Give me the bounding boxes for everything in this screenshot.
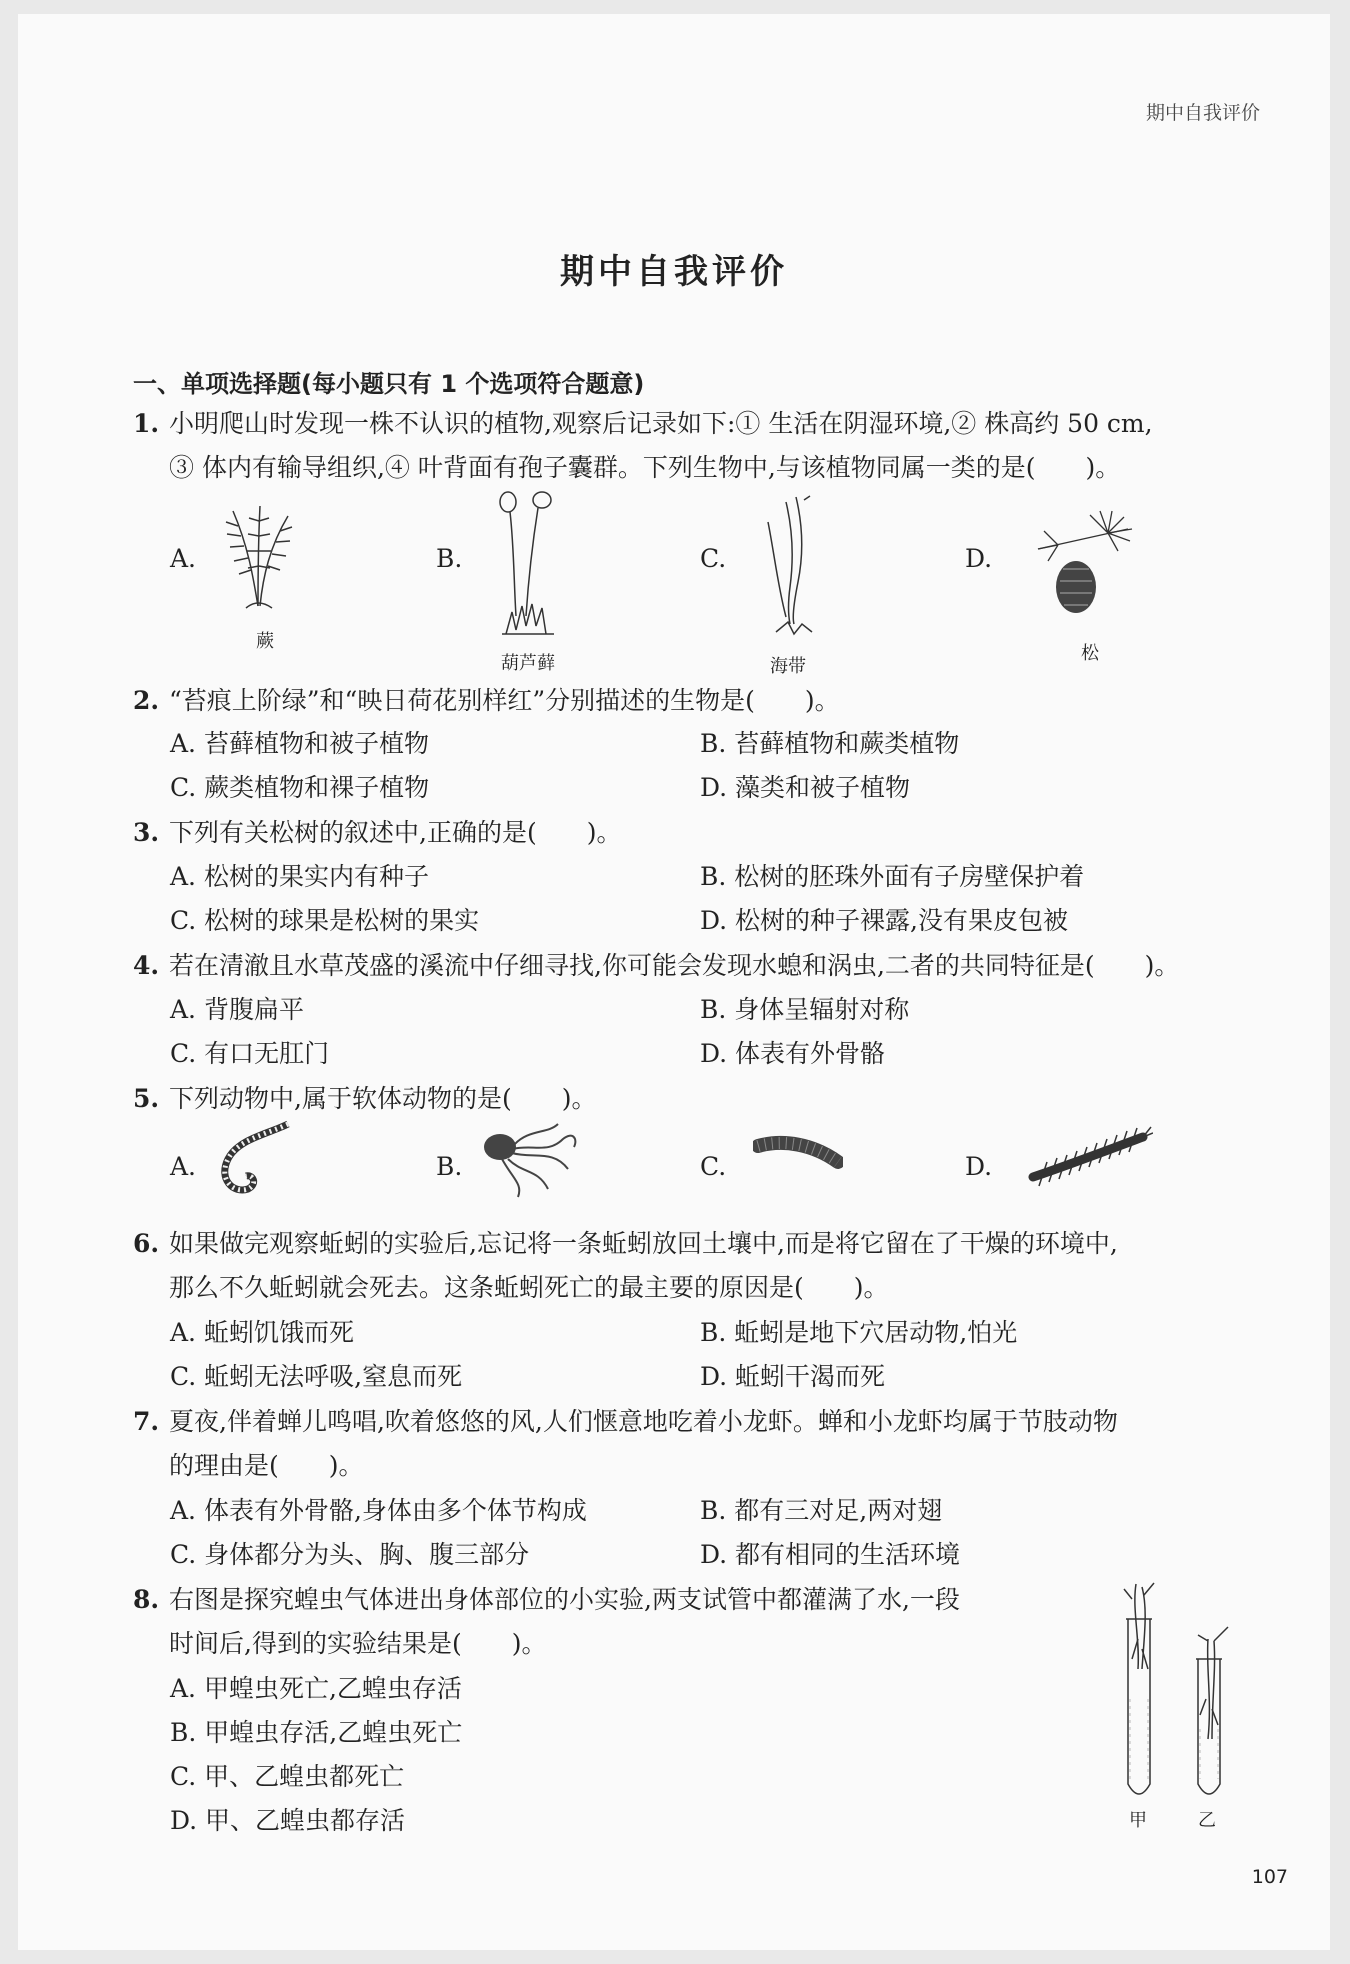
earthworm-icon — [208, 1114, 298, 1204]
question-7: 7. 夏夜,伴着蝉儿鸣唱,吹着悠悠的风,人们惬意地吃着小龙虾。蝉和小龙虾均属于节肢动物 的理由是( )。 — [133, 1400, 1273, 1488]
page-title: 期中自我评价 — [560, 252, 788, 292]
question-1: 1. 小明爬山时发现一株不认识的植物,观察后记录如下:① 生活在阴湿环境,② 株高约 50 cm, ③ 体内有输导组织,④ 叶背面有孢子囊群。下列生物中,与该植物同属一类的是( )。 — [133, 402, 1273, 490]
q1-caption-c: 海带 — [770, 656, 806, 677]
q4-option-d[interactable]: D. 体表有外骨骼 — [700, 1039, 886, 1068]
question-number: 7. — [133, 1407, 160, 1436]
q2-option-b[interactable]: B. 苔藓植物和蕨类植物 — [700, 729, 960, 758]
test-tube-diagram — [1108, 1579, 1258, 1819]
q2-option-c[interactable]: C. 蕨类植物和裸子植物 — [170, 773, 430, 802]
q5-option-d[interactable]: D. — [965, 1152, 993, 1181]
q3-option-a[interactable]: A. 松树的果实内有种子 — [170, 862, 429, 891]
question-3: 3. 下列有关松树的叙述中,正确的是( )。 — [133, 811, 1273, 855]
running-header: 期中自我评价 — [1145, 102, 1260, 124]
kelp-icon — [756, 492, 826, 637]
q4-option-c[interactable]: C. 有口无肛门 — [170, 1039, 330, 1068]
q2-option-d[interactable]: D. 藻类和被子植物 — [700, 773, 911, 802]
q1-option-b[interactable]: B. — [436, 544, 463, 573]
q8-option-b[interactable]: B. 甲蝗虫存活,乙蝗虫死亡 — [170, 1718, 463, 1747]
question-number: 4. — [133, 951, 160, 980]
q2-option-a[interactable]: A. 苔藓植物和被子植物 — [170, 729, 429, 758]
question-6: 6. 如果做完观察蚯蚓的实验后,忘记将一条蚯蚓放回土壤中,而是将它留在了干燥的环境中, 那么不久蚯蚓就会死去。这条蚯蚓死亡的最主要的原因是( )。 — [133, 1222, 1273, 1310]
moss-icon — [488, 486, 568, 636]
pine-icon — [1028, 509, 1153, 619]
question-number: 6. — [133, 1229, 160, 1258]
q7-option-a[interactable]: A. 体表有外骨骼,身体由多个体节构成 — [170, 1496, 587, 1525]
q8-option-d[interactable]: D. 甲、乙蝗虫都存活 — [170, 1806, 406, 1835]
q5-option-b[interactable]: B. — [436, 1152, 463, 1181]
q8-option-c[interactable]: C. 甲、乙蝗虫都死亡 — [170, 1762, 405, 1791]
q1-caption-a: 蕨 — [256, 631, 274, 652]
page-number: 107 — [1251, 1866, 1288, 1888]
question-number: 1. — [133, 409, 160, 438]
q6-option-c[interactable]: C. 蚯蚓无法呼吸,窒息而死 — [170, 1362, 463, 1391]
tube-label-left: 甲 — [1129, 1810, 1147, 1831]
fern-icon — [208, 496, 308, 616]
q1-option-a[interactable]: A. — [170, 544, 197, 573]
q7-option-b[interactable]: B. 都有三对足,两对翅 — [700, 1496, 943, 1525]
question-number: 5. — [133, 1084, 160, 1113]
q4-option-a[interactable]: A. 背腹扁平 — [170, 995, 304, 1024]
q1-caption-b: 葫芦藓 — [501, 653, 555, 674]
q4-option-b[interactable]: B. 身体呈辐射对称 — [700, 995, 910, 1024]
q1-option-c[interactable]: C. — [700, 544, 727, 573]
section-heading: 一、单项选择题(每小题只有 1 个选项符合题意) — [133, 370, 645, 398]
question-number: 2. — [133, 686, 160, 715]
q7-option-d[interactable]: D. 都有相同的生活环境 — [700, 1540, 961, 1569]
q5-option-c[interactable]: C. — [700, 1152, 727, 1181]
q1-caption-d: 松 — [1081, 643, 1099, 664]
question-2: 2. “苔痕上阶绿”和“映日荷花别样红”分别描述的生物是( )。 — [133, 679, 1273, 723]
q6-option-a[interactable]: A. 蚯蚓饥饿而死 — [170, 1318, 354, 1347]
q6-option-b[interactable]: B. 蚯蚓是地下穴居动物,怕光 — [700, 1318, 1018, 1347]
q6-option-d[interactable]: D. 蚯蚓干渴而死 — [700, 1362, 886, 1391]
q1-option-d[interactable]: D. — [965, 544, 993, 573]
q7-option-c[interactable]: C. 身体都分为头、胸、腹三部分 — [170, 1540, 530, 1569]
q3-option-c[interactable]: C. 松树的球果是松树的果实 — [170, 906, 480, 935]
q3-option-d[interactable]: D. 松树的种子裸露,没有果皮包被 — [700, 906, 1068, 935]
question-number: 8. — [133, 1585, 160, 1614]
question-5: 5. 下列动物中,属于软体动物的是( )。 — [133, 1077, 1273, 1121]
q3-option-b[interactable]: B. 松树的胚珠外面有子房壁保护着 — [700, 862, 1085, 891]
centipede-icon — [1023, 1122, 1153, 1192]
q5-option-a[interactable]: A. — [170, 1152, 197, 1181]
caterpillar-icon — [753, 1134, 843, 1179]
question-4: 4. 若在清澈且水草茂盛的溪流中仔细寻找,你可能会发现水螅和涡虫,二者的共同特征是( )。 — [133, 944, 1273, 988]
octopus-icon — [478, 1119, 588, 1199]
document-page — [18, 14, 1330, 1950]
tube-label-right: 乙 — [1198, 1810, 1216, 1831]
question-8: 8. 右图是探究蝗虫气体进出身体部位的小实验,两支试管中都灌满了水,一段 时间后,得到的实验结果是( )。 — [133, 1578, 1083, 1666]
q8-option-a[interactable]: A. 甲蝗虫死亡,乙蝗虫存活 — [170, 1674, 462, 1703]
question-number: 3. — [133, 818, 160, 847]
